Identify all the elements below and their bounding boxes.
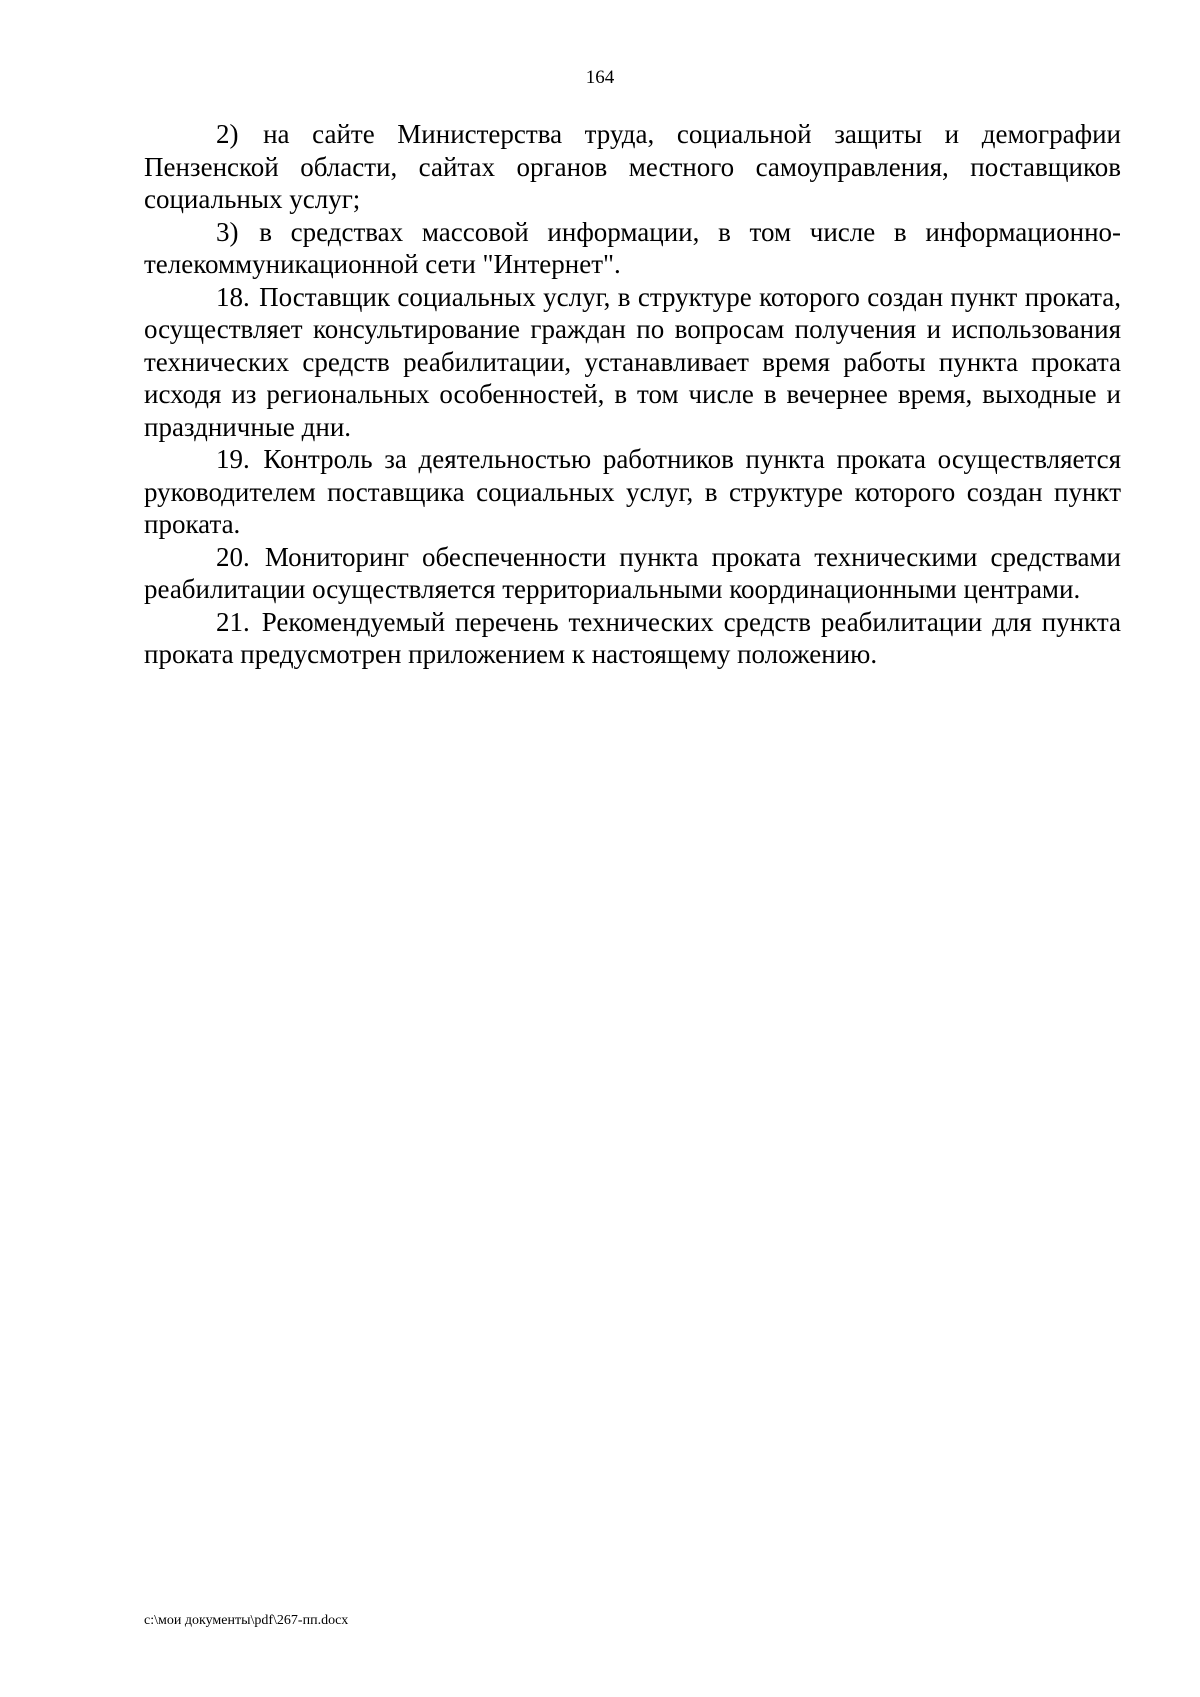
list-item-3 [144,216,1121,281]
clause-number: 21. [216,606,250,637]
list-item-number: 3) [216,216,239,247]
list-item-text: на сайте Министерства труда, социальной защиты и демографии Пензенской области, сайтах органов местного самоуправления, поставщиков социальных услуг; [144,119,1121,214]
clause-21 [144,606,1121,671]
clause-text: Мониторинг обеспеченности пункта проката техническими средствами реабилитации осуществляется территориальными координационными центрами. [144,541,1121,604]
clause-20 [144,541,1121,606]
clause-text: Поставщик социальных услуг, в структуре которого создан пункт проката, осуществляет консультирование граждан по вопросам получения и использования технических средств реабилитации, устанавливает время работы пункта проката исходя из региональных особенностей, в том числе в вечернее время, выходные и праздничные дни. [144,281,1122,442]
clause-text: Рекомендуемый перечень технических средств реабилитации для пункта проката предусмотрен приложением к настоящему положению. [144,606,1122,669]
list-item-number: 2) [216,119,239,149]
clause-number: 20. [216,541,250,572]
clause-number: 18. [216,281,250,312]
list-item-text: в средствах массовой информации, в том числе в информационно-телекоммуникационной сети "Интернет". [144,216,1122,279]
clause-number: 19. [216,444,250,474]
clause-text: Контроль за деятельностью работников пункта проката осуществляется руководителем поставщика социальных услуг, в структуре которого создан пункт проката. [144,444,1122,539]
footer-file-path: c:\мои документы\pdf\267-пп.docx [144,1613,349,1628]
clause-18 [144,281,1121,444]
clause-19 [144,443,1121,541]
list-item-2 [144,118,1121,216]
page-number: 164 [585,67,615,88]
document-body [144,118,1121,671]
